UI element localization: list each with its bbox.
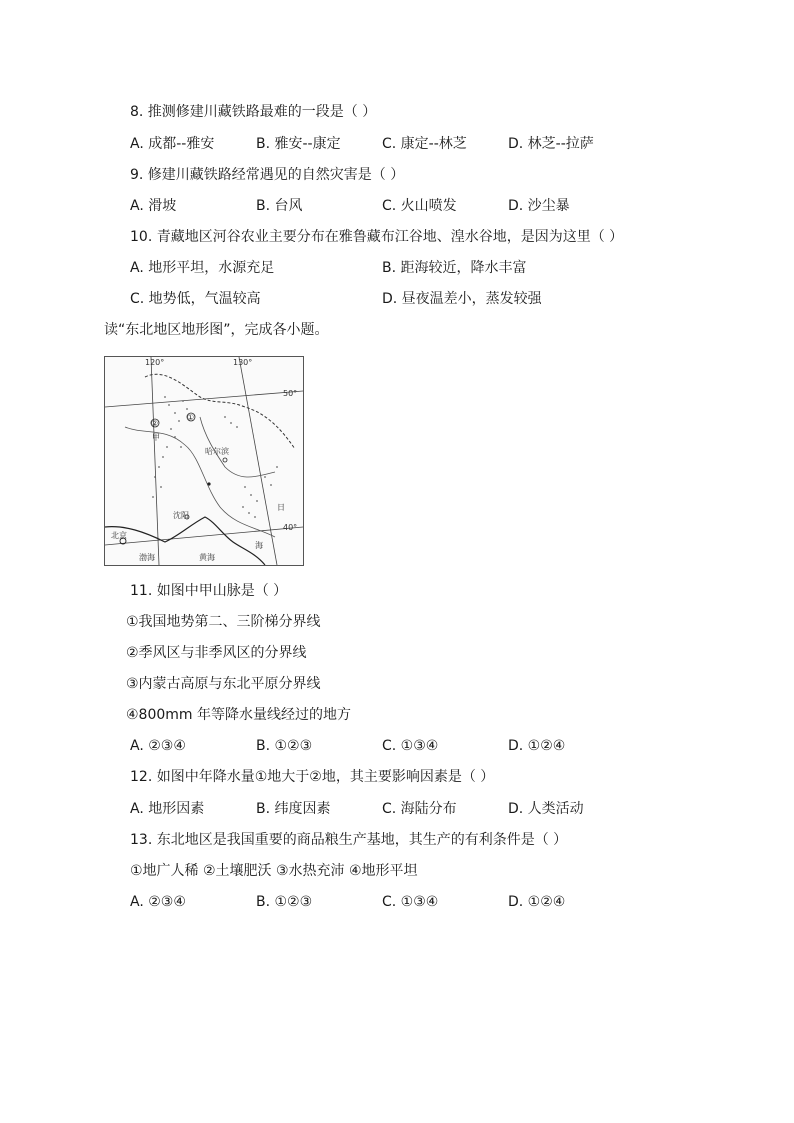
q11-option-d[interactable]: D. ①②④ [508,738,566,754]
sea-of-japan-label-1: 日 [277,503,285,512]
meridian-120 [151,357,159,565]
q11-statement-3: ③内蒙古高原与东北平原分界线 [126,676,321,692]
harbin-marker [223,458,227,462]
q12-option-a[interactable]: A. 地形因素 [130,801,205,817]
q9-option-c[interactable]: C. 火山喷发 [382,198,457,214]
q11-statement-1: ①我国地势第二、三阶梯分界线 [126,614,321,630]
q10-option-b[interactable]: B. 距海较近，降水丰富 [382,260,527,276]
meridian-130 [239,357,277,565]
q12-option-b[interactable]: B. 纬度因素 [256,801,331,817]
q10-option-d[interactable]: D. 昼夜温差小，蒸发较强 [382,291,542,307]
harbin-label: 哈尔滨 [205,447,229,456]
q11-statement-2: ②季风区与非季风区的分界线 [126,645,307,661]
q13-option-d[interactable]: D. ①②④ [508,894,566,910]
point-2-marker [207,482,210,485]
map-reading-intro: 读“东北地区地形图”，完成各小题。 [104,322,329,338]
lon-130-label: 130° [233,358,253,367]
q13-statements: ①地广人稀 ②土壤肥沃 ③水热充沛 ④地形平坦 [130,863,418,879]
border-north [145,374,298,449]
q8-option-a[interactable]: A. 成都--雅安 [130,136,215,152]
question-9-stem: 9. 修建川藏铁路经常遇见的自然灾害是（ ） [130,167,405,183]
question-10-stem: 10. 青藏地区河谷农业主要分布在雅鲁藏布江谷地、湟水谷地，是因为这里（ ） [130,229,624,245]
q13-option-b[interactable]: B. ①②③ [256,894,313,910]
point-2-label: ② [151,419,159,428]
q13-option-a[interactable]: A. ②③④ [130,894,186,910]
shenyang-label: 沈阳 [173,511,189,520]
question-12-stem: 12. 如图中年降水量①地大于②地，其主要影响因素是（ ） [130,769,495,785]
question-8-stem: 8. 推测修建川藏铁路最难的一段是（ ） [130,104,377,120]
lat-40-label: 40° [283,523,298,532]
sea-of-japan-label-2: 海 [255,541,263,550]
q12-option-c[interactable]: C. 海陆分布 [382,801,457,817]
q9-option-b[interactable]: B. 台风 [256,198,303,214]
q9-option-a[interactable]: A. 滑坡 [130,198,177,214]
q13-option-c[interactable]: C. ①③④ [382,894,439,910]
lat-50-label: 50° [283,389,298,398]
q11-statement-4: ④800mm 年等降水量线经过的地方 [126,707,351,723]
beijing-label: 北京 [111,531,127,540]
q10-option-a[interactable]: A. 地形平坦，水源充足 [130,260,275,276]
yellow-sea-label: 黄海 [199,553,215,562]
lon-120-label: 120° [145,358,165,367]
q12-option-d[interactable]: D. 人类活动 [508,801,584,817]
q8-option-b[interactable]: B. 雅安--康定 [256,136,341,152]
map-drawing [105,357,303,565]
q9-option-d[interactable]: D. 沙尘暴 [508,198,570,214]
mountain-jia-label: 甲 [152,433,160,442]
q8-option-c[interactable]: C. 康定--林芝 [382,136,467,152]
q10-option-c[interactable]: C. 地势低，气温较高 [130,291,261,307]
northeast-terrain-map [104,356,304,566]
point-1-label: ① [187,413,195,422]
q11-option-c[interactable]: C. ①③④ [382,738,439,754]
q11-option-a[interactable]: A. ②③④ [130,738,186,754]
question-11-stem: 11. 如图中甲山脉是（ ） [130,583,288,599]
coastline [105,517,265,565]
question-13-stem: 13. 东北地区是我国重要的商品粮生产基地，其生产的有利条件是（ ） [130,832,568,848]
q8-option-d[interactable]: D. 林芝--拉萨 [508,136,594,152]
bohai-label: 渤海 [139,553,155,562]
q11-option-b[interactable]: B. ①②③ [256,738,313,754]
